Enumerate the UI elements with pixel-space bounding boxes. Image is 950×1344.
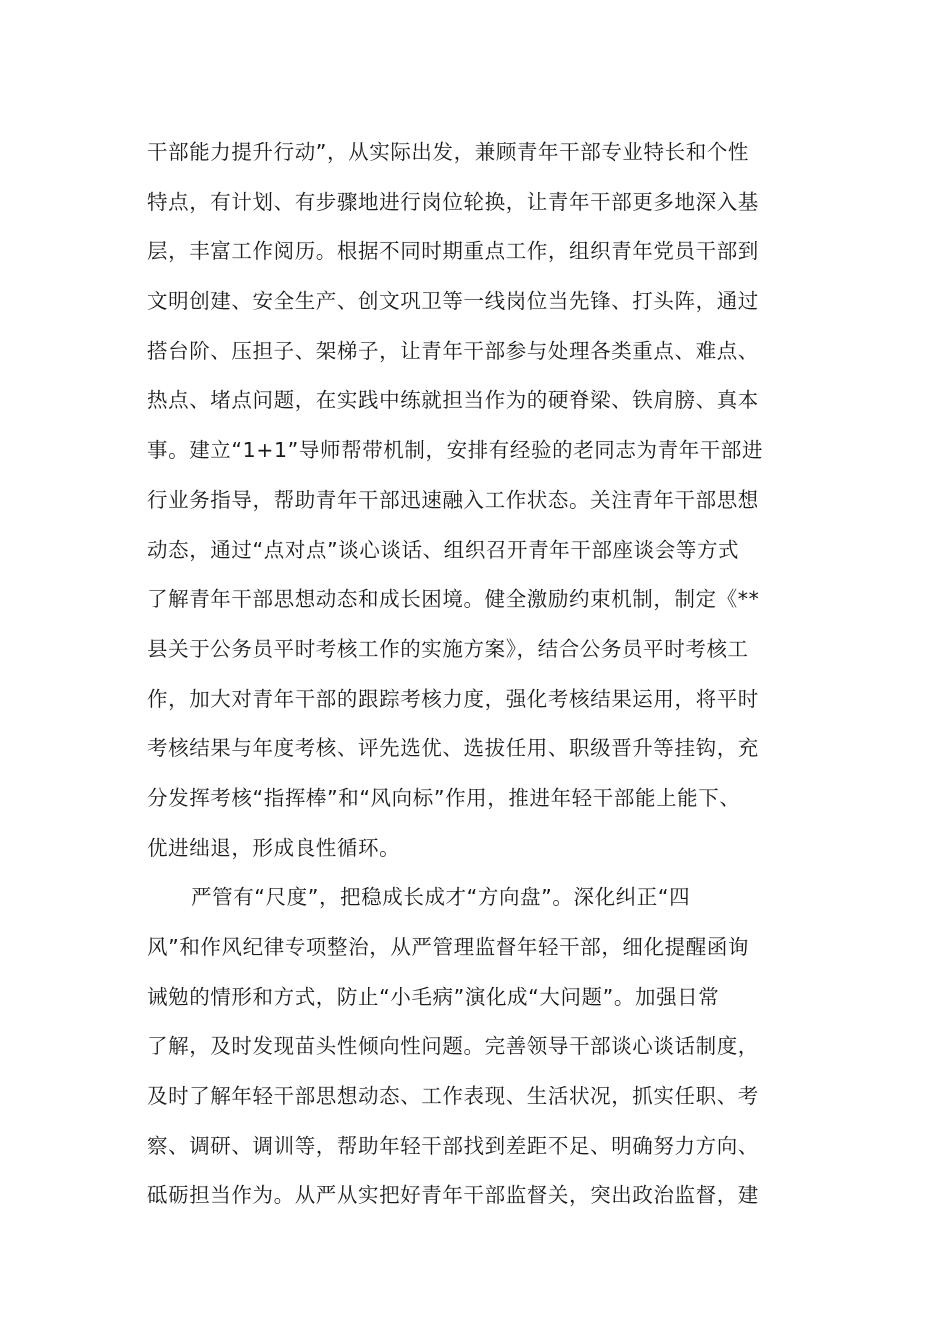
text-line: 了解，及时发现苗头性倾向性问题。完善领导干部谈心谈话制度， — [147, 1034, 759, 1059]
text-line: 县关于公务员平时考核工作的实施方案》，结合公务员平时考核工 — [147, 636, 749, 661]
text-line: 动态，通过“点对点”谈心谈话、组织召开青年干部座谈会等方式 — [147, 537, 740, 562]
text-line: 察、调研、调训等，帮助年轻干部找到差距不足、明确努力方向、 — [147, 1133, 759, 1158]
text-line: 干部能力提升行动”，从实际出发，兼顾青年干部专业特长和个性 — [147, 140, 750, 164]
text-line: 文明创建、安全生产、创文巩卫等一线岗位当先锋、打头阵，通过 — [147, 289, 759, 314]
text-line: 特点，有计划、有步骤地进行岗位轮换，让青年干部更多地深入基 — [147, 189, 759, 214]
text-line: 热点、堵点问题，在实践中练就担当作为的硬脊梁、铁肩膀、真本 — [147, 388, 759, 413]
text-line: 及时了解年轻干部思想动态、工作表现、生活状况，抓实任职、考 — [147, 1084, 759, 1109]
text-line: 事。建立“1+1”导师帮带机制，安排有经验的老同志为青年干部进 — [147, 438, 764, 463]
text-line: 诫勉的情形和方式，防止“小毛病”演化成“大问题”。加强日常 — [147, 984, 720, 1009]
text-line: 严管有“尺度”，把稳成长成才“方向盘”。深化纠正“四 — [191, 885, 691, 910]
document-body — [147, 128, 827, 1221]
text-line: 了解青年干部思想动态和成长困境。健全激励约束机制，制定《** — [147, 587, 760, 612]
paragraph-1 — [147, 128, 827, 873]
text-line: 优进绌退，形成良性循环。 — [147, 835, 401, 860]
text-line: 风”和作风纪律专项整治，从严管理监督年轻干部，细化提醒函询 — [147, 935, 750, 959]
text-line: 层，丰富工作阅历。根据不同时期重点工作，组织青年党员干部到 — [147, 239, 759, 264]
text-line: 搭台阶、压担子、架梯子，让青年干部参与处理各类重点、难点、 — [147, 338, 759, 363]
paragraph-2 — [147, 873, 827, 1221]
text-line: 行业务指导，帮助青年干部迅速融入工作状态。关注青年干部思想 — [147, 487, 759, 512]
text-line: 砥砺担当作为。从严从实把好青年干部监督关，突出政治监督，建 — [147, 1183, 759, 1208]
text-line: 考核结果与年度考核、评先选优、选拔任用、职级晋升等挂钩，充 — [147, 736, 759, 761]
text-line: 作，加大对青年干部的跟踪考核力度，强化考核结果运用，将平时 — [147, 686, 759, 711]
text-line: 分发挥考核“指挥棒”和“风向标”作用，推进年轻干部能上能下、 — [147, 785, 741, 810]
